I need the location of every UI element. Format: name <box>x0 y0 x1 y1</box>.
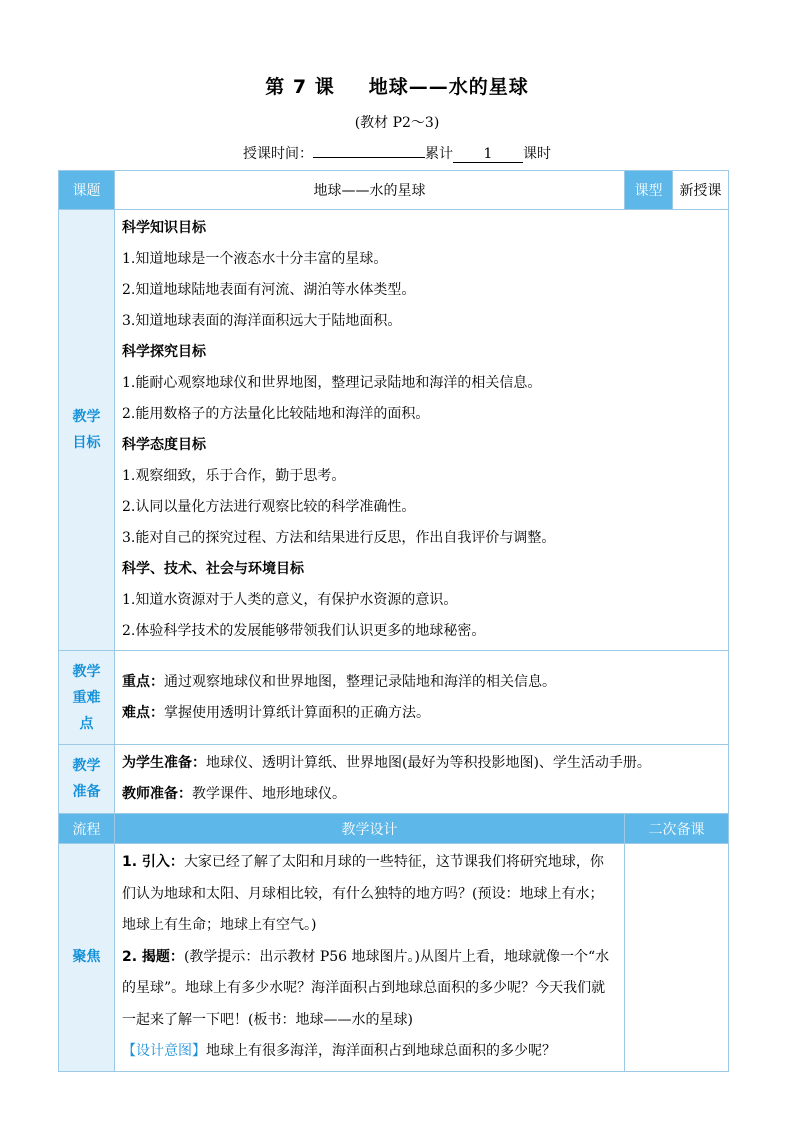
focus-row <box>59 844 729 1072</box>
sts-item: 2.体验科学技术的发展能够带领我们认识更多的地球秘密。 <box>122 623 486 639</box>
cumulative-label: 累计 <box>425 146 453 162</box>
preparation-label <box>59 745 115 814</box>
time-label: 授课时间： <box>243 146 313 162</box>
topic-row <box>59 171 729 210</box>
topic-reveal-label: 2. 揭题： <box>122 948 184 965</box>
key-points-label-line3: 点 <box>79 715 94 732</box>
objectives-label-line2: 目标 <box>72 435 101 451</box>
key-points-content <box>115 651 729 745</box>
focus-label: 聚焦 <box>59 844 115 1072</box>
difficult-point-label: 难点： <box>122 704 164 721</box>
preparation-label-line2: 准备 <box>72 784 101 800</box>
type-label: 课型 <box>625 171 673 210</box>
knowledge-item: 1.知道地球是一个液态水十分丰富的星球。 <box>122 251 388 267</box>
inquiry-heading: 科学探究目标 <box>122 344 206 360</box>
lesson-plan-table <box>58 170 729 1072</box>
period-label: 课时 <box>523 146 551 162</box>
lesson-name: 地球——水的星球 <box>368 76 529 98</box>
attitude-item: 1.观察细致，乐于合作，勤于思考。 <box>122 468 346 484</box>
knowledge-item: 3.知道地球表面的海洋面积远大于陆地面积。 <box>122 313 402 329</box>
time-blank <box>313 157 425 158</box>
objectives-row <box>59 210 729 651</box>
topic-label: 课题 <box>59 171 115 210</box>
preparation-content <box>115 745 729 814</box>
student-prep-label: 为学生准备： <box>122 755 206 771</box>
focus-content <box>115 844 625 1072</box>
sts-item: 1.知道水资源对于人类的意义，有保护水资源的意识。 <box>122 592 458 608</box>
difficult-point-text: 掌握使用透明计算纸计算面积的正确方法。 <box>164 704 430 721</box>
key-points-label-line2: 重难 <box>72 689 101 706</box>
objectives-content <box>115 210 729 651</box>
intro-text: 大家已经了解了太阳和月球的一些特征，这节课我们将研究地球，你们认为地球和太阳、月球相比较，有什么独特的地方吗？(预设：地球上有水；地球上有生命；地球上有空气。) <box>122 854 604 933</box>
knowledge-heading: 科学知识目标 <box>122 220 206 236</box>
objectives-label-line1: 教学 <box>72 409 101 425</box>
teacher-prep-label: 教师准备： <box>122 786 192 802</box>
class-time-line <box>0 143 794 163</box>
objectives-label <box>59 210 115 651</box>
textbook-reference: (教材 P2～3) <box>354 115 440 131</box>
inquiry-item: 2.能用数格子的方法量化比较陆地和海洋的面积。 <box>122 406 430 422</box>
teacher-prep-text: 教学课件、地形地球仪。 <box>192 786 346 802</box>
lesson-number: 第 7 课 <box>265 76 335 98</box>
lesson-title <box>0 72 794 99</box>
preparation-label-line1: 教学 <box>72 758 101 774</box>
topic-reveal-text: (教学提示：出示教材 P56 地球图片。)从图片上看，地球就像一个“水的星球”。地球上有多少水呢？海洋面积占到地球总面积的多少呢？今天我们就一起来了解一下吧！(板书：地球——水的星球) <box>122 948 610 1028</box>
sts-heading: 科学、技术、社会与环境目标 <box>122 561 304 577</box>
cumulative-value: 1 <box>453 147 523 163</box>
type-value: 新授课 <box>673 171 729 210</box>
key-point-label: 重点： <box>122 673 164 690</box>
process-col-design: 教学设计 <box>115 814 625 844</box>
intent-text: 地球上有很多海洋，海洋面积占到地球总面积的多少呢？ <box>206 1043 556 1059</box>
key-points-label <box>59 651 115 745</box>
intro-paragraph <box>122 847 617 942</box>
process-col-revision: 二次备课 <box>625 814 729 844</box>
intent-label: 【设计意图】 <box>122 1043 206 1059</box>
attitude-item: 2.认同以量化方法进行观察比较的科学准确性。 <box>122 499 416 515</box>
student-prep-text: 地球仪、透明计算纸、世界地图(最好为等积投影地图)、学生活动手册。 <box>206 755 651 771</box>
attitude-heading: 科学态度目标 <box>122 437 206 453</box>
process-header-row <box>59 814 729 844</box>
inquiry-item: 1.能耐心观察地球仪和世界地图，整理记录陆地和海洋的相关信息。 <box>122 375 542 391</box>
attitude-item: 3.能对自己的探究过程、方法和结果进行反思，作出自我评价与调整。 <box>122 530 556 546</box>
preparation-row <box>59 745 729 814</box>
revision-cell[interactable] <box>625 844 729 1072</box>
knowledge-item: 2.知道地球陆地表面有河流、湖泊等水体类型。 <box>122 282 416 298</box>
topic-value: 地球——水的星球 <box>115 171 625 210</box>
key-points-row <box>59 651 729 745</box>
process-col-flow: 流程 <box>59 814 115 844</box>
key-points-label-line1: 教学 <box>72 663 101 680</box>
intro-label: 1. 引入： <box>122 854 184 870</box>
topic-paragraph <box>122 942 617 1037</box>
key-point-text: 通过观察地球仪和世界地图，整理记录陆地和海洋的相关信息。 <box>164 673 556 690</box>
intent-paragraph <box>122 1036 617 1068</box>
